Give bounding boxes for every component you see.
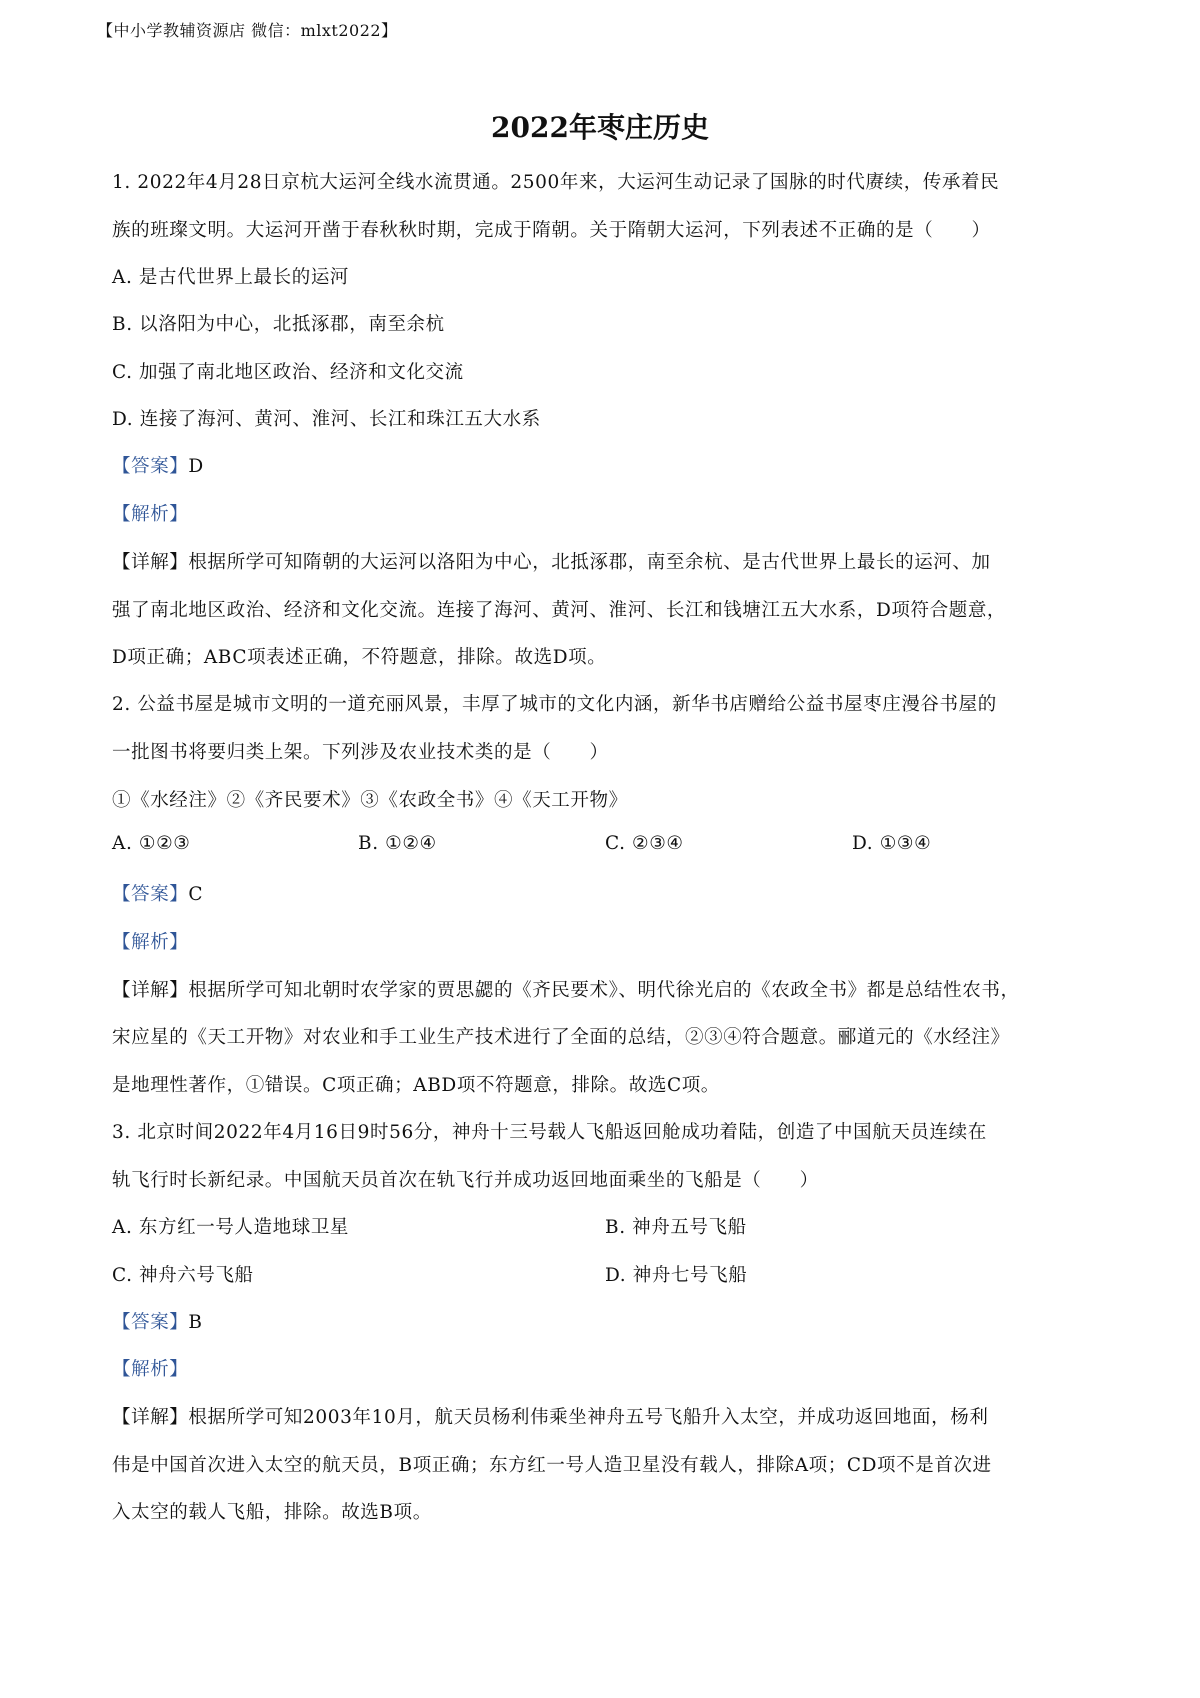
q1-detail-line-2: 强了南北地区政治、经济和文化交流。连接了海河、黄河、淮河、长江和钱塘江五大水系，D项符合题意，: [112, 600, 1007, 621]
q3-analysis-label: [112, 1355, 188, 1381]
q1-answer-value: D: [188, 456, 204, 477]
q1-option-c: C. 加强了南北地区政治、经济和文化交流: [112, 362, 464, 383]
q3-answer: [112, 1308, 203, 1334]
q2-stem-line-1: 2. 公益书屋是城市文明的一道充丽风景，丰厚了城市的文化内涵，新华书店赠给公益书屋枣庄漫谷书屋的: [112, 694, 997, 715]
detail-label: 【详解】: [112, 980, 189, 1001]
q1-option-a: A. 是古代世界上最长的运河: [112, 267, 350, 288]
q3-detail-line-3: 入太空的载人飞船，排除。故选B项。: [112, 1502, 432, 1523]
q2-option-d: D. ①③④: [852, 833, 932, 854]
q3-detail-line-1: [112, 1403, 988, 1429]
answer-label: 【答案】: [112, 884, 189, 905]
q3-option-b: B. 神舟五号飞船: [605, 1217, 747, 1238]
detail-label: 【详解】: [112, 552, 189, 573]
q2-option-b: B. ①②④: [358, 833, 437, 854]
q1-detail-line-1: [112, 548, 991, 574]
q3-stem-line-2: 轨飞行时长新纪录。中国航天员首次在轨飞行并成功返回地面乘坐的飞船是（ ）: [112, 1170, 819, 1191]
q1-stem-line-2: 族的班璨文明。大运河开凿于春秋秋时期，完成于隋朝。关于隋朝大运河，下列表述不正确的是（ ）: [112, 220, 991, 241]
q2-detail-text-1: 根据所学可知北朝时农学家的贾思勰的《齐民要术》、明代徐光启的《农政全书》都是总结性农书，: [188, 980, 1020, 1001]
q1-option-b: B. 以洛阳为中心，北抵涿郡，南至余杭: [112, 314, 445, 335]
q2-stem-line-2: 一批图书将要归类上架。下列涉及农业技术类的是（ ）: [112, 742, 609, 763]
q2-answer-value: C: [188, 884, 204, 905]
q1-detail-line-3: D项正确；ABC项表述正确，不符题意，排除。故选D项。: [112, 647, 607, 668]
q2-analysis-label: [112, 928, 188, 954]
q2-items: ①《水经注》②《齐民要术》③《农政全书》④《天工开物》: [112, 790, 628, 811]
answer-label: 【答案】: [112, 1312, 189, 1333]
analysis-label: 【解析】: [112, 504, 189, 525]
answer-label: 【答案】: [112, 456, 189, 477]
page-header: 【中小学教辅资源店 微信：mlxt2022】: [97, 21, 398, 40]
q1-stem-line-1: 1. 2022年4月28日京杭大运河全线水流贯通。2500年来，大运河生动记录了国脉的时代赓续，传承着民: [112, 172, 1000, 193]
q2-detail-line-2: 宋应星的《天工开物》对农业和手工业生产技术进行了全面的总结，②③④符合题意。郦道元的《水经注》: [112, 1027, 1010, 1048]
q1-detail-text-1: 根据所学可知隋朝的大运河以洛阳为中心，北抵涿郡，南至余杭、是古代世界上最长的运河、加: [188, 552, 991, 573]
analysis-label: 【解析】: [112, 932, 189, 953]
q3-option-d: D. 神舟七号飞船: [605, 1265, 748, 1286]
q2-option-a: A. ①②③: [112, 833, 191, 854]
analysis-label: 【解析】: [112, 1359, 189, 1380]
page-title: 2022年枣庄历史: [491, 111, 709, 144]
q1-option-d: D. 连接了海河、黄河、淮河、长江和珠江五大水系: [112, 409, 541, 430]
q3-option-c: C. 神舟六号飞船: [112, 1265, 254, 1286]
q1-answer: [112, 452, 204, 478]
q2-option-c: C. ②③④: [605, 833, 684, 854]
detail-label: 【详解】: [112, 1407, 189, 1428]
q2-answer: [112, 880, 203, 906]
q3-stem-line-1: 3. 北京时间2022年4月16日9时56分，神舟十三号载人飞船返回舱成功着陆，创造了中国航天员连续在: [112, 1122, 987, 1143]
q3-option-a: A. 东方红一号人造地球卫星: [112, 1217, 350, 1238]
q1-analysis-label: [112, 500, 188, 526]
q3-detail-text-1: 根据所学可知2003年10月，航天员杨利伟乘坐神舟五号飞船升入太空，并成功返回地面，杨利: [188, 1407, 989, 1428]
q3-detail-line-2: 伟是中国首次进入太空的航天员，B项正确；东方红一号人造卫星没有载人，排除A项；CD项不是首次进: [112, 1455, 992, 1476]
q2-detail-line-1: [112, 976, 1020, 1002]
q3-answer-value: B: [188, 1312, 203, 1333]
q2-detail-line-3: 是地理性著作，①错误。C项正确；ABD项不符题意，排除。故选C项。: [112, 1075, 720, 1096]
